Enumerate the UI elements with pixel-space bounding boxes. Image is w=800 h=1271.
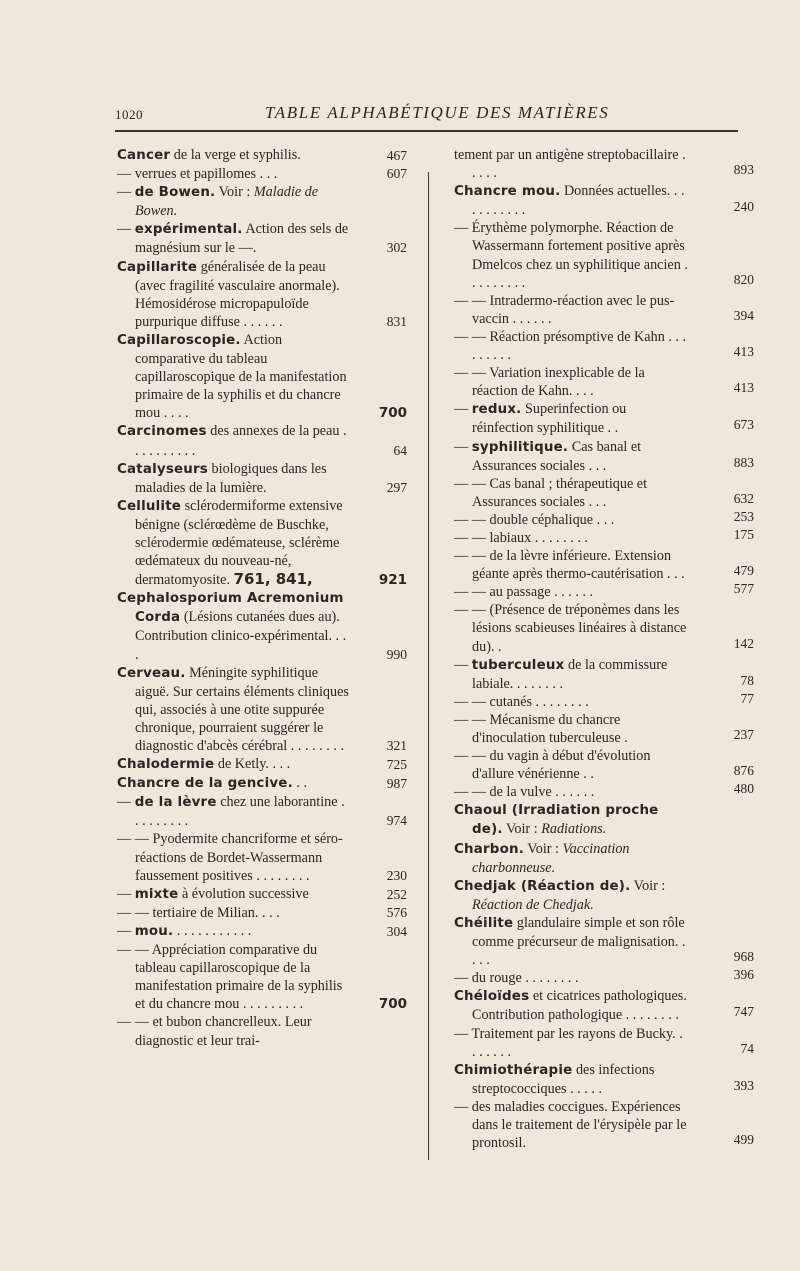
entry-page-ref: 479 — [733, 563, 754, 579]
entry-text — [454, 877, 744, 914]
index-entry — [454, 914, 754, 969]
entry-page-ref: 747 — [733, 1004, 754, 1020]
entry-text — [454, 219, 744, 291]
index-entry — [117, 331, 407, 422]
entry-dash: — — [454, 220, 472, 237]
index-entry — [117, 589, 407, 663]
index-entry — [117, 165, 407, 183]
entry-dash: — — [454, 438, 472, 455]
entry-page-ref: 883 — [733, 454, 754, 470]
entry-text — [454, 547, 744, 583]
entry-text — [117, 422, 407, 459]
entry-heading: Chéilite — [454, 915, 514, 931]
entry-page-ref: 968 — [733, 949, 754, 965]
entry-page-ref: 175 — [733, 526, 754, 542]
entry-body: Mécanisme du chancre d'inoculation tuberculeuse . — [472, 711, 628, 746]
entry-dash: — — [454, 1098, 472, 1115]
entry-heading: Chancre mou. — [454, 184, 561, 200]
index-entry — [454, 690, 754, 711]
entry-body: de la lèvre inférieure. Extension géante après thermo-cautérisation . . . — [472, 548, 685, 583]
entry-cross-reference: Radiations. — [541, 821, 607, 838]
entry-text — [454, 711, 744, 747]
entry-text — [117, 589, 407, 663]
index-entry — [117, 774, 407, 793]
entry-page-ref: 893 — [733, 162, 754, 178]
entry-text — [454, 840, 744, 877]
entry-dash: — — — [454, 511, 490, 528]
entry-dash: — — [117, 885, 135, 902]
entry-dash: — — — [117, 904, 153, 921]
entry-dash: — — [117, 794, 135, 811]
entry-body: . . — [292, 775, 308, 792]
entry-dash: — — [454, 656, 472, 673]
entry-dash: — — — [454, 711, 490, 728]
entry-heading: Carcinomes — [117, 424, 207, 440]
index-entry — [454, 801, 744, 839]
entry-body: du vagin à début d'évolution d'allure vénérienne . . — [472, 748, 651, 783]
entry-page-ref: 987 — [386, 776, 407, 792]
entry-body: Érythème polymorphe. Réaction de Wassermann fortement positive après Dmelcos chez un syphilitique ancien . . . . . . . . . — [471, 220, 688, 291]
entry-page-ref: 576 — [386, 904, 407, 920]
entry-text — [454, 583, 744, 601]
index-entry — [454, 1098, 754, 1152]
entry-body: tement par un antigène streptobacillaire . . . . . — [454, 147, 686, 182]
column-divider — [428, 172, 429, 1160]
entry-page-ref: 607 — [386, 166, 407, 182]
entry-body: Réaction présomptive de Kahn . . . . . . . . . — [472, 328, 687, 364]
entry-body: du rouge . . . . . . . . — [471, 970, 579, 987]
entry-text — [454, 292, 744, 328]
entry-body: et cicatrices pathologiques. Contribution pathologique . . . . . . . . — [472, 988, 687, 1024]
entry-dash: — — — [454, 529, 490, 546]
entry-page-ref: 74 — [740, 1040, 754, 1056]
entry-page-ref: 499 — [733, 1132, 754, 1148]
index-entry — [117, 885, 407, 904]
entry-text — [454, 987, 744, 1024]
entry-text — [454, 693, 744, 711]
entry-body: Voir : — [630, 877, 666, 894]
entry-page-ref: 990 — [386, 646, 407, 662]
entry-body: Variation inexplicable de la réaction de Kahn. . . . — [472, 365, 645, 400]
entry-body: Action des sels de magnésium sur le —. — [135, 221, 349, 257]
entry-body: tertiaire de Milian. . . . — [152, 904, 280, 921]
entry-heading: Capillaroscopie. — [117, 332, 241, 348]
entry-text — [454, 1025, 744, 1061]
entry-body: Pyodermite chancriforme et séro-réactions de Bordet-Wassermann faussement positives . . . . . . . . — [135, 831, 343, 884]
index-entry — [117, 941, 407, 1013]
entry-page-ref: 142 — [733, 635, 754, 651]
entry-dash: — — — [454, 365, 490, 382]
entry-page-ref: 237 — [733, 727, 754, 742]
entry-text — [117, 165, 407, 183]
page-header — [115, 103, 735, 129]
entry-text — [117, 183, 407, 220]
entry-text — [454, 801, 744, 839]
entry-body: et bubon chancrelleux. Leur diagnostic et leur trai- — [135, 1014, 312, 1049]
entry-dash: — — — [454, 693, 490, 710]
index-entry — [454, 967, 754, 987]
entry-text — [454, 400, 744, 437]
entry-page-ref: 700 — [378, 405, 407, 422]
index-entry — [117, 422, 407, 459]
entry-body: Appréciation comparative du tableau capillaroscopique de la manifestation primaire de la syphilis et du chancre mou . . . . . . . . . — [135, 942, 343, 1013]
index-entry — [117, 793, 407, 830]
entry-page-ref: 480 — [733, 781, 754, 797]
entry-dash: — — — [454, 548, 490, 565]
entry-dash: — — — [454, 292, 490, 309]
entry-page-ref: 304 — [386, 923, 407, 939]
entry-text — [454, 511, 744, 529]
entry-body: sclérodermiforme extensive bénigne (sclérœdème de Buschke, sclérodermie œdémateuse, sclérème œdémateux du nouveau-né, dermatomyosite. — [135, 497, 343, 589]
entry-cross-reference: Réaction de Chedjak. — [472, 896, 594, 913]
entry-heading: Cellulite — [117, 498, 182, 514]
entry-dash: — — [117, 922, 135, 939]
entry-body: Voir : — [215, 184, 254, 201]
entry-dash: — — — [117, 942, 152, 959]
entry-dash: — — — [117, 1014, 153, 1031]
entry-page-ref: 820 — [733, 271, 754, 287]
entry-body: des infections streptococciques . . . . . — [472, 1061, 655, 1097]
entry-body: Méningite syphilitique aiguë. Sur certains éléments cliniques qui, associés à une otite suppurée chronique, pourraient suggérer le diagnostic d'abcès cérébral . . . . . . . . — [135, 664, 349, 754]
entry-page-ref: 467 — [386, 148, 407, 163]
entry-page-ref: 302 — [386, 240, 407, 256]
entry-text — [117, 830, 407, 884]
index-entry — [454, 747, 754, 783]
index-entry — [117, 1013, 407, 1049]
entry-body: à évolution successive — [178, 885, 309, 902]
entry-text — [117, 774, 407, 793]
entry-body: (Lésions cutanées dues au). Contribution clinico-expérimental. . . . — [135, 609, 347, 663]
index-entry — [454, 400, 754, 437]
entry-body: . . . . . . . . . . . — [173, 922, 252, 939]
entry-dash: — — — [454, 748, 490, 765]
entry-heading: mixte — [134, 886, 179, 902]
entry-heading: syphilitique. — [471, 439, 569, 455]
index-entry — [454, 364, 754, 400]
entry-text — [454, 529, 744, 547]
entry-heading: Chéloïdes — [454, 989, 530, 1005]
index-entry — [454, 781, 754, 801]
entry-body: labiaux . . . . . . . . — [489, 529, 588, 546]
index-entry — [454, 1025, 754, 1061]
entry-heading: Chancre de la gencive. — [117, 776, 293, 792]
header-rule — [115, 130, 738, 132]
entry-page-ref: 253 — [733, 508, 754, 524]
entry-body: de la verge et syphilis. — [170, 147, 301, 163]
entry-page-ref: 78 — [740, 672, 754, 688]
entry-page-ref: 974 — [386, 813, 407, 829]
index-entry — [117, 664, 407, 755]
entry-heading: Cancer — [117, 148, 171, 163]
entry-page-ref: 297 — [386, 479, 407, 495]
entry-page-ref: 393 — [733, 1077, 754, 1093]
index-entry — [117, 460, 407, 497]
entry-text — [454, 146, 744, 182]
entry-text — [454, 182, 744, 219]
entry-body: Voir : — [502, 821, 542, 838]
entry-page-ref: 673 — [733, 417, 754, 433]
index-entry — [454, 656, 754, 693]
entry-body: de Ketly. . . . — [214, 756, 291, 773]
entry-page-ref: 64 — [393, 442, 407, 458]
entry-text — [117, 664, 407, 755]
right-column — [454, 146, 754, 1152]
running-title: TABLE ALPHABÉTIQUE DES MATIÈRES — [265, 103, 610, 122]
entry-text — [454, 747, 744, 783]
entry-text — [454, 656, 744, 693]
entry-page-ref: 252 — [386, 886, 407, 902]
entry-text — [454, 969, 744, 987]
entry-heading: redux. — [471, 402, 522, 418]
entry-body: Voir : — [524, 840, 563, 857]
entry-body: de la vulve . . . . . . — [489, 784, 595, 801]
entry-text — [454, 914, 744, 969]
entry-body: biologiques dans les maladies de la lumière. — [135, 460, 327, 496]
entry-text — [454, 601, 744, 655]
entry-body: des annexes de la peau . . . . . . . . . . — [135, 423, 347, 459]
index-entry — [117, 183, 407, 220]
entry-body: (Présence de tréponèmes dans les lésions scabieuses linéaires à distance du). . — [472, 602, 687, 655]
index-entry — [117, 904, 407, 922]
entry-heading: mou. — [134, 923, 174, 939]
index-entry — [454, 438, 754, 475]
entry-text — [454, 783, 744, 801]
entry-body: Données actuelles. . . . . . . . . . . — [472, 183, 685, 219]
index-entry — [454, 581, 754, 601]
index-entry — [454, 526, 754, 547]
entry-text — [117, 755, 407, 774]
entry-dash: — — [117, 184, 135, 201]
entry-text — [117, 146, 407, 165]
index-entry — [454, 475, 754, 511]
entry-text — [454, 1098, 744, 1152]
entry-body: verrues et papillomes . . . — [134, 166, 278, 183]
entry-page-ref: 632 — [733, 490, 754, 506]
entry-body: généralisée de la peau (avec fragilité vasculaire anormale). Hémosidérose micropapuloïde purpurique diffuse . . . . . . — [135, 258, 340, 330]
entry-heading: de la lèvre — [134, 795, 217, 811]
entry-page-ref: 876 — [733, 763, 754, 779]
entry-heading: tuberculeux — [471, 657, 565, 673]
index-entry — [454, 292, 754, 328]
entry-text — [454, 1061, 744, 1098]
entry-body: Cas banal ; thérapeutique et Assurances sociales . . . — [472, 475, 648, 510]
entry-heading: de Bowen. — [134, 185, 216, 201]
entry-dash: — — — [454, 784, 490, 801]
entry-text — [117, 460, 407, 497]
entry-page-ref: 240 — [733, 199, 754, 215]
entry-body: Intradermo-réaction avec le pus-vaccin . . . . . . — [472, 292, 675, 327]
entry-dash: — — — [454, 328, 490, 345]
entry-dash: — — [454, 1025, 472, 1042]
entry-text — [454, 438, 744, 475]
index-entry — [117, 258, 407, 331]
index-entry — [454, 601, 754, 655]
entry-body: Superinfection ou réinfection syphilitique . . — [472, 401, 627, 437]
entry-page-ref: 700 — [378, 996, 407, 1013]
entry-page-ref: 77 — [740, 690, 754, 706]
entry-heading: Chedjak (Réaction de). — [454, 878, 631, 894]
entry-body: double céphalique . . . — [489, 511, 615, 528]
entry-text — [117, 922, 407, 941]
entry-text — [117, 793, 407, 830]
entry-dash: — — — [454, 584, 490, 601]
entry-text — [117, 497, 407, 589]
index-entry — [454, 987, 754, 1024]
entry-text — [454, 328, 744, 364]
entry-body: Action comparative du tableau capillaroscopique de la manifestation primaire de la syphilis et du chancre mou . . . . — [135, 331, 347, 422]
entry-body: Cas banal et Assurances sociales . . . — [472, 438, 642, 474]
entry-dash: — — [454, 970, 472, 987]
entry-heading: Cerveau. — [117, 665, 186, 681]
entry-page-ref: 396 — [733, 967, 754, 983]
index-entry — [454, 840, 744, 877]
index-entry — [454, 219, 754, 291]
left-column — [117, 146, 407, 1050]
entry-page-ref: 394 — [733, 307, 754, 323]
entry-heading: Catalyseurs — [117, 461, 208, 477]
entry-heading: Capillarite — [117, 259, 198, 275]
entry-heading: expérimental. — [134, 222, 243, 238]
entry-text — [454, 475, 744, 511]
index-entry — [454, 328, 754, 364]
entry-text — [117, 331, 407, 422]
entry-cross-reference: Vaccination charbonneuse. — [472, 840, 630, 876]
index-entry — [454, 146, 754, 182]
entry-text — [117, 220, 407, 257]
index-entry — [117, 755, 407, 774]
entry-heading: Cephalosporium Acremonium Corda — [117, 591, 344, 626]
entry-body: au passage . . . . . . — [489, 584, 594, 601]
entry-text — [117, 904, 407, 922]
entry-page-ref: 413 — [733, 344, 754, 360]
entry-page-ref: 577 — [733, 581, 754, 597]
entry-dash: — — [117, 166, 135, 183]
entry-text — [117, 885, 407, 904]
entry-heading: Charbon. — [454, 841, 525, 857]
entry-body: glandulaire simple et son rôle comme précurseur de malignisation. . . . . — [472, 914, 686, 969]
index-entry — [454, 182, 754, 219]
entry-dash: — — [454, 401, 472, 418]
entry-body: des maladies coccigues. Expériences dans le traitement de l'érysipèle par le prontosil. — [471, 1098, 687, 1152]
index-entry — [117, 220, 407, 257]
index-entry — [454, 877, 744, 914]
entry-page-ref: 321 — [386, 738, 407, 753]
entry-text — [117, 258, 407, 331]
index-entry — [454, 711, 754, 747]
page-number: 1020 — [115, 107, 143, 122]
entry-cross-reference: Maladie de Bowen. — [135, 184, 319, 220]
entry-dash: — — — [454, 602, 490, 619]
entry-dash: — — [117, 221, 135, 238]
entry-dash: — — — [454, 475, 490, 492]
entry-dash: — — — [117, 831, 153, 848]
entry-text — [117, 1013, 407, 1049]
entry-text — [454, 364, 744, 400]
entry-body: cutanés . . . . . . . . — [489, 693, 589, 710]
index-entry — [117, 497, 407, 589]
entry-body: de la commissure labiale. . . . . . . . — [472, 656, 668, 692]
entry-page-ref: 230 — [386, 867, 407, 883]
index-entry — [454, 547, 754, 583]
entry-body: Traitement par les rayons de Bucky. . . . . . . . — [471, 1025, 683, 1060]
index-entry — [117, 146, 407, 165]
entry-text — [117, 941, 407, 1013]
entry-body: chez une laborantine . . . . . . . . . — [135, 794, 345, 830]
entry-page-ref: 921 — [378, 572, 407, 589]
entry-heading: Chimiothérapie — [454, 1062, 573, 1078]
entry-page-ref: 413 — [733, 380, 754, 396]
entry-bold-pages: 761, 841, — [233, 570, 313, 589]
entry-heading: Chaoul (Irradiation proche de). — [454, 803, 659, 838]
entry-page-ref: 831 — [386, 313, 407, 329]
index-entry — [117, 830, 407, 884]
entry-heading: Chalodermie — [117, 757, 215, 773]
index-entry — [117, 922, 407, 941]
entry-page-ref: 725 — [386, 757, 407, 773]
index-entry — [454, 1061, 754, 1098]
index-entry — [454, 508, 754, 529]
